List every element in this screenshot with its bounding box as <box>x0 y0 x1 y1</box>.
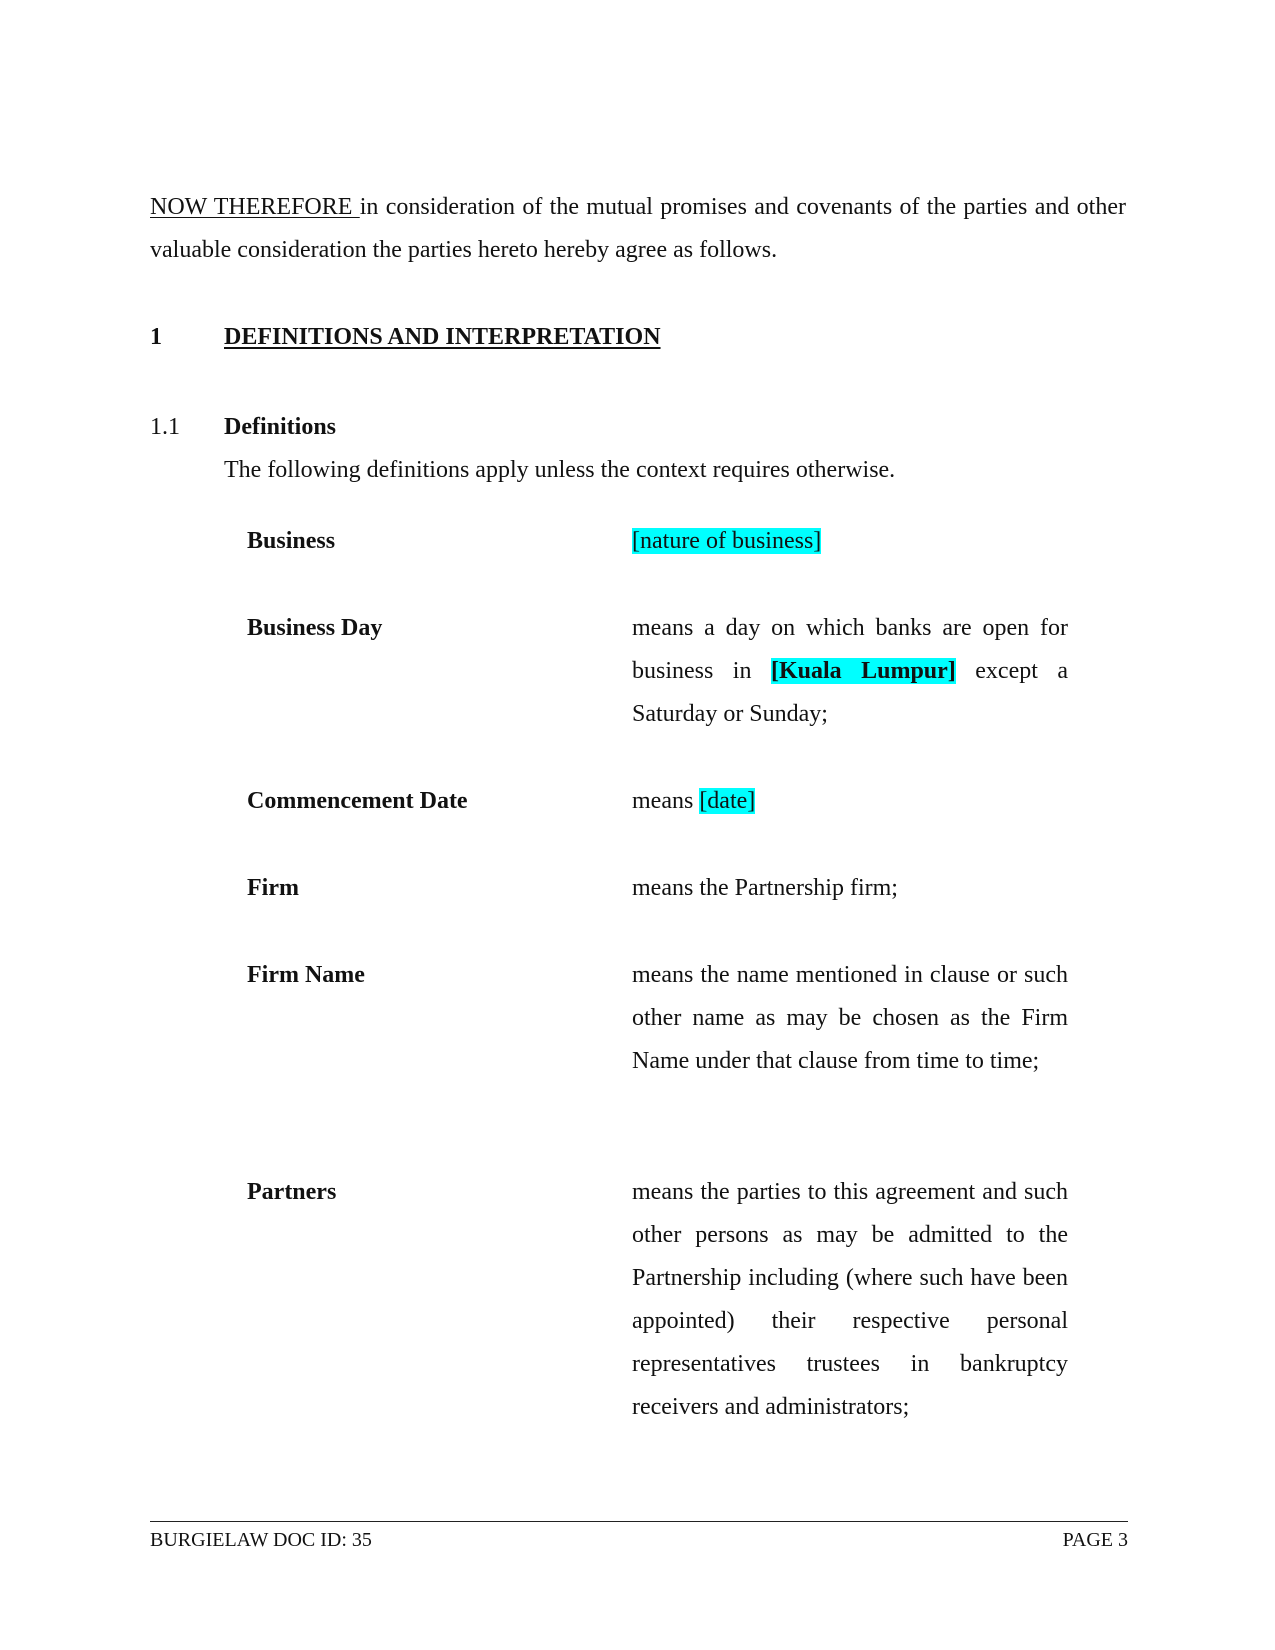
recital-paragraph <box>150 186 1126 272</box>
definition-text-business-day-before: means a day on which banks are open for business in <box>632 615 1068 684</box>
definition-text-firm-name: means the name mentioned in clause or such other name as may be chosen as the Firm Name under that clause from time to time; <box>632 962 1068 1074</box>
definition-text-commencement-date <box>632 780 1068 823</box>
footer-page-number: PAGE 3 <box>1062 1529 1128 1551</box>
definition-text-firm: means the Partnership firm; <box>632 875 898 901</box>
definition-text-commencement-date-before: means <box>632 788 700 814</box>
definition-term-firm-name: Firm Name <box>247 962 365 988</box>
definition-text-business <box>632 520 1068 563</box>
definition-term-commencement-date: Commencement Date <box>247 788 468 814</box>
placeholder-city: [Kuala Lumpur] <box>770 658 956 684</box>
definition-term-firm: Firm <box>247 875 299 901</box>
recital-lead: NOW THEREFORE <box>150 194 360 220</box>
definition-term-business-day: Business Day <box>247 615 383 641</box>
placeholder-date: [date] <box>699 788 756 814</box>
section-number: 1 <box>150 324 162 350</box>
subsection-intro: The following definitions apply unless the context requires otherwise. <box>224 457 896 483</box>
definition-text-business-day <box>632 607 1068 736</box>
subsection-number: 1.1 <box>150 414 180 440</box>
definition-term-partners: Partners <box>247 1179 337 1205</box>
subsection-title: Definitions <box>224 414 337 440</box>
placeholder-nature-of-business: [nature of business] <box>632 528 822 554</box>
definition-text-partners: means the parties to this agreement and such other persons as may be admitted to the Partnership including (where such have been appointed) their respective personal representatives trustees in bankruptcy receivers and administrators; <box>632 1179 1068 1420</box>
recital-text: in consideration of the mutual promises and covenants of the parties and other valuable consideration the parties hereto hereby agree as follows. <box>150 194 1126 263</box>
definition-term-business: Business <box>247 528 336 554</box>
section-title: DEFINITIONS AND INTERPRETATION <box>224 324 661 350</box>
footer-doc-id: BURGIELAW DOC ID: 35 <box>150 1529 372 1551</box>
definition-text-business-day-after: except a Saturday or Sunday; <box>632 658 1069 727</box>
footer-divider <box>150 1521 1128 1522</box>
